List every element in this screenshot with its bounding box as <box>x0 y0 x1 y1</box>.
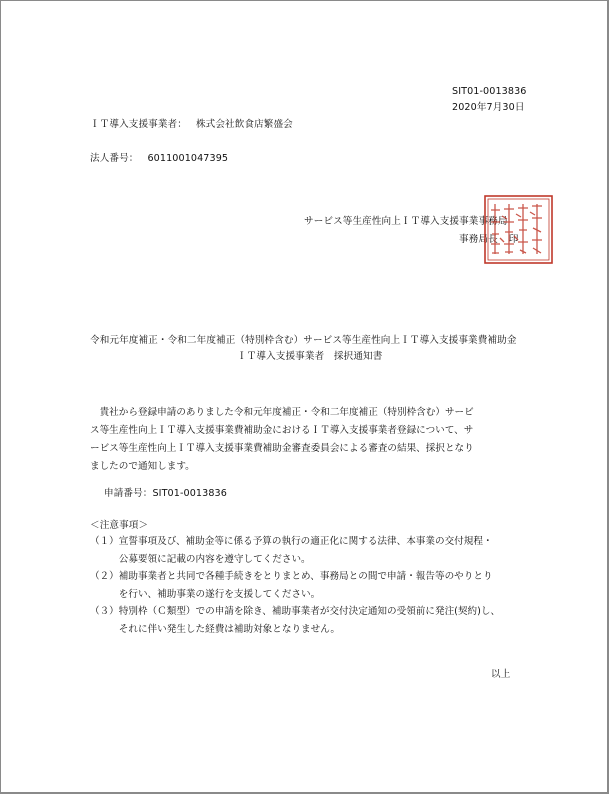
note-line: それに伴い発生した経費は補助対象となりません。 <box>90 623 341 635</box>
notes-list <box>90 533 500 639</box>
body-line: ましたので通知します。 <box>90 461 195 472</box>
recipient-line <box>90 119 293 131</box>
note-line: （１）宣誓事項及び、補助金等に係る予算の執行の適正化に関する法律、本事業の交付規程・ <box>90 536 493 547</box>
application-number-line <box>104 488 227 500</box>
document-number: SIT01-0013836 <box>452 86 527 97</box>
document-title-line-2: ＩＴ導入支援事業者 採択通知書 <box>237 351 383 362</box>
document-date: 2020年7月30日 <box>452 102 525 113</box>
body-paragraph <box>90 403 474 477</box>
note-line: 公募要領に記載の内容を遵守してください。 <box>90 553 311 565</box>
recipient-label: ＩＴ導入支援事業者： <box>90 119 187 130</box>
sender-head: 事務局長 <box>459 234 498 245</box>
sender-organization: サービス等生産性向上ＩＴ導入支援事業事務局 <box>304 216 508 227</box>
recipient-name: 株式会社飲食店繁盛会 <box>195 119 293 130</box>
seal-mark-text: 印 <box>508 234 519 245</box>
official-seal <box>483 194 554 265</box>
note-line: （２）補助事業者と共同で各種手続きをとりまとめ、事務局との間で申請・報告等のやりとり <box>90 571 493 583</box>
note-line: （３）特別枠（Ｃ類型）での申請を除き、補助事業者が交付決定通知の受領前に発注(契約)し、 <box>90 606 501 618</box>
application-number: SIT01-0013836 <box>152 488 227 499</box>
body-line: ービス等生産性向上ＩＴ導入支援事業費補助金審査委員会による審査の結果、採択となり <box>90 443 474 454</box>
corporate-number-line <box>90 153 228 165</box>
document-title-line-1: 令和元年度補正・令和二年度補正（特別枠含む）サービス等生産性向上ＩＴ導入支援事業費補助金 <box>90 335 517 346</box>
application-number-label: 申請番号： <box>104 488 153 499</box>
note-line: を行い、補助事業の遂行を支援してください。 <box>90 588 321 600</box>
corporate-number-label: 法人番号： <box>90 153 139 164</box>
closing-mark: 以上 <box>491 669 511 680</box>
notes-header: ＜注意事項＞ <box>90 520 149 531</box>
body-line: ス等生産性向上ＩＴ導入支援事業費補助金におけるＩＴ導入支援事業者登録について、サ <box>90 425 474 436</box>
body-line: 貴社から登録申請のありました令和元年度補正・令和二年度補正（特別枠含む）サービ <box>90 407 474 418</box>
corporate-number: 6011001047395 <box>147 153 229 164</box>
